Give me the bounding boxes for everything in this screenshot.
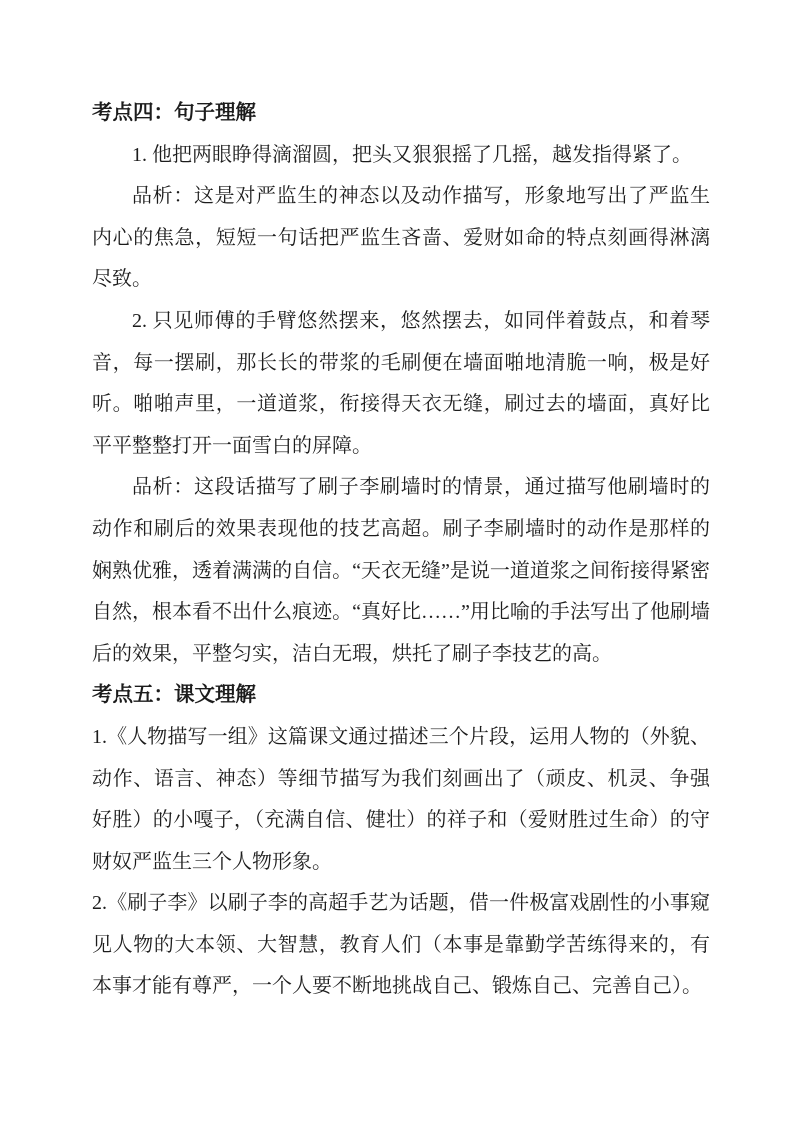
text-summary-paragraph-2: 2.《刷子李》以刷子李的高超手艺为话题，借一件极富戏剧性的小事窥见人物的大本领、大智慧，教育人们（本事是靠勤学苦练得来的，有本事才能有尊严，一个人要不断地挑战自己、锻炼自己、完善自己）。 [92, 892, 710, 998]
example-sentence-1: 1. 他把两眼睁得滴溜圆，把头又狠狠摇了几摇，越发指得紧了。 [132, 143, 692, 166]
analysis-paragraph-1: 品析：这是对严监生的神态以及动作描写，形象地写出了严监生内心的焦急，短短一句话把严监生吝啬、爱财如命的特点刻画得淋漓尽致。 [92, 185, 710, 291]
analysis-paragraph-2: 品析：这段话描写了刷子李刷墙时的情景，通过描写他刷墙时的动作和刷后的效果表现他的技艺高超。刷子李刷墙时的动作是那样的娴熟优雅，透着满满的自信。“天衣无缝”是说一道道浆之间衔接得紧密自然，根本看不出什么痕迹。“真好比……”用比喻的手法写出了他刷墙后的效果，平整匀实，洁白无瑕，烘托了刷子李技艺的高。 [92, 476, 710, 665]
text-summary-paragraph-1: 1.《人物描写一组》这篇课文通过描述三个片段，运用人物的（外貌、动作、语言、神态）等细节描写为我们刻画出了（顽皮、机灵、争强好胜）的小嘎子，（充满自信、健壮）的祥子和（爱财胜过生命）的守财奴严监生三个人物形象。 [92, 725, 710, 873]
section-heading-sentence-understanding: 考点四：句子理解 [92, 102, 256, 124]
section-heading-text-understanding: 考点五：课文理解 [92, 684, 256, 707]
example-sentence-2: 2. 只见师傅的手臂悠然摆来，悠然摆去，如同伴着鼓点，和着琴音，每一摆刷，那长长的带浆的毛刷便在墙面啪地清脆一响，极是好听。啪啪声里，一道道浆，衔接得天衣无缝，刷过去的墙面，真好比平平整整打开一面雪白的屏障。 [92, 309, 710, 457]
